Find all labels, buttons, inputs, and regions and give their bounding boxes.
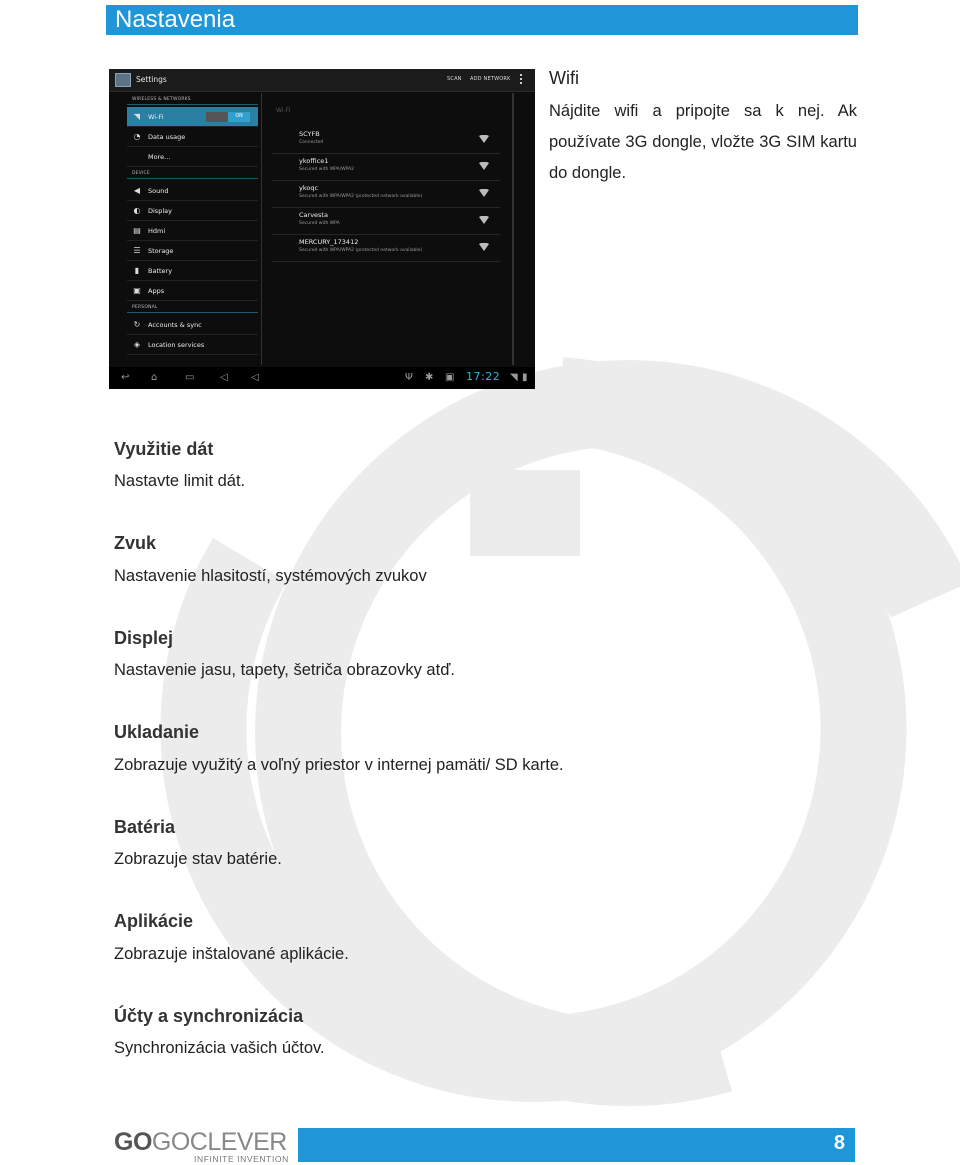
- network-status: Secured with WPA/WPA2 (protected network available): [299, 194, 423, 199]
- category-divider: [127, 104, 258, 105]
- menu-item-label: Battery: [148, 267, 173, 275]
- section-body: Zobrazuje inštalované aplikácie.: [114, 945, 349, 963]
- category-wireless: WIRELESS & NETWORKS: [132, 97, 191, 102]
- menu-item-sound: [127, 181, 258, 201]
- add-network-button: ADD NETWORK: [470, 76, 511, 82]
- menu-item-label: Accounts & sync: [148, 321, 202, 329]
- network-status: Secured with WPA/WPA2: [299, 167, 355, 172]
- shot-action-bar: [109, 69, 535, 92]
- section-body: Nastavenie jasu, tapety, šetriča obrazovky atď.: [114, 661, 455, 679]
- wifi-network-list: [272, 93, 500, 365]
- menu-item-label: Wi-Fi: [148, 113, 164, 121]
- section-body: Zobrazuje využitý a voľný priestor v internej pamäti/ SD karte.: [114, 756, 564, 774]
- recent-apps-icon: ▭: [185, 372, 195, 383]
- logo-brand: GOCLEVER: [151, 1128, 287, 1156]
- status-clock: 17:22: [466, 370, 501, 383]
- sound-icon: ◀: [133, 186, 141, 195]
- menu-item-location: [127, 335, 258, 355]
- section-heading: Ukladanie: [114, 722, 200, 742]
- network-item: [272, 208, 500, 235]
- wifi-signal-icon: [479, 162, 489, 170]
- section-heading: Batéria: [114, 817, 176, 837]
- home-icon: ⌂: [151, 372, 158, 383]
- wifi-status-icon: ◥: [510, 372, 518, 383]
- menu-item-label: Location services: [148, 341, 205, 349]
- menu-item-battery: [127, 261, 258, 281]
- wifi-heading: Wifi: [549, 68, 579, 88]
- wifi-toggle: [206, 112, 250, 122]
- battery-icon: ▮: [134, 266, 140, 275]
- network-status: Secured with WPA: [299, 221, 340, 226]
- storage-icon: ☰: [133, 246, 141, 255]
- menu-item-more: [127, 147, 258, 167]
- wifi-icon: ◥: [133, 112, 141, 121]
- logo-go: GO: [114, 1128, 152, 1156]
- apps-icon: ▣: [133, 286, 141, 295]
- overflow-menu-icon: [520, 74, 523, 86]
- section-body: Zobrazuje stav batérie.: [114, 850, 282, 868]
- section-heading: Aplikácie: [114, 911, 194, 931]
- network-name: SCYFB: [299, 130, 320, 138]
- menu-item-label: Sound: [148, 187, 169, 195]
- logo-wordmark: [114, 1128, 287, 1156]
- location-icon: ◈: [133, 340, 141, 349]
- screenshot-notification-icon: ▣: [445, 372, 455, 383]
- settings-menu: [127, 93, 258, 365]
- menu-item-apps: [127, 281, 258, 301]
- android-debug-icon: ✱: [425, 372, 434, 383]
- volume-up-icon: ◁: [251, 372, 259, 383]
- network-item: [272, 154, 500, 181]
- network-item: [272, 127, 500, 154]
- network-item: [272, 181, 500, 208]
- panel-title: Wi-Fi: [276, 107, 291, 114]
- menu-item-wifi: [127, 107, 258, 127]
- section-heading: Využitie dát: [114, 439, 214, 459]
- menu-item-label: Display: [148, 207, 172, 215]
- menu-item-hdmi: [127, 221, 258, 241]
- settings-app-icon: [115, 73, 131, 87]
- wifi-signal-icon: [479, 243, 489, 251]
- category-divider: [127, 178, 258, 179]
- page-number: 8: [833, 1132, 845, 1154]
- menu-item-display: [127, 201, 258, 221]
- menu-item-label: Data usage: [148, 133, 186, 141]
- section-body: Nastavenie hlasitostí, systémových zvukov: [114, 567, 427, 585]
- section-heading: Zvuk: [114, 533, 157, 553]
- back-icon: ↩: [121, 372, 130, 383]
- system-nav-bar: [109, 367, 535, 389]
- section-heading: Displej: [114, 628, 174, 648]
- sync-icon: ↻: [133, 320, 141, 329]
- category-personal: PERSONAL: [132, 305, 158, 310]
- network-name: MERCURY_173412: [299, 238, 359, 246]
- category-device: DEVICE: [132, 171, 150, 176]
- page-title: Nastavenia: [106, 5, 858, 35]
- scrollbar: [512, 93, 514, 365]
- wifi-signal-icon: [479, 216, 489, 224]
- network-name: Carvesta: [299, 211, 328, 219]
- goclever-logo: [114, 1128, 294, 1164]
- shot-app-title: Settings: [136, 75, 167, 84]
- data-usage-icon: ◔: [133, 132, 141, 141]
- battery-status-icon: ▮: [522, 372, 528, 383]
- settings-screenshot: [109, 69, 535, 389]
- menu-item-label: Storage: [148, 247, 174, 255]
- logo-tagline: INFINITE INVENTION: [194, 1154, 289, 1164]
- category-divider: [127, 312, 258, 313]
- display-icon: ◐: [133, 206, 141, 215]
- footer-bar: [298, 1128, 855, 1162]
- volume-down-icon: ◁: [220, 372, 228, 383]
- pane-divider: [261, 93, 262, 365]
- network-name: ykoqc: [299, 184, 319, 192]
- menu-item-accounts-sync: [127, 315, 258, 335]
- toggle-label: ON: [228, 112, 250, 122]
- menu-item-storage: [127, 241, 258, 261]
- section-body: Nastavte limit dát.: [114, 472, 246, 490]
- menu-item-label: Apps: [148, 287, 165, 295]
- wifi-description: Nájdite wifi a pripojte sa k nej. Ak používate 3G dongle, vložte 3G SIM kartu do dongle.: [549, 102, 857, 182]
- menu-item-data-usage: [127, 127, 258, 147]
- network-name: ykoffice1: [299, 157, 329, 165]
- network-status: Connected: [299, 140, 324, 145]
- usb-icon: Ψ: [405, 372, 413, 383]
- section-heading: Účty a synchronizácia: [114, 1006, 304, 1026]
- network-item: [272, 235, 500, 262]
- menu-item-label: More…: [148, 153, 171, 161]
- scan-button: SCAN: [447, 76, 462, 82]
- network-status: Secured with WPA/WPA2 (protected network available): [299, 248, 423, 253]
- menu-item-label: Hdmi: [148, 227, 166, 235]
- section-body: Synchronizácia vašich účtov.: [114, 1039, 325, 1057]
- wifi-signal-icon: [479, 189, 489, 197]
- hdmi-icon: ▤: [133, 226, 141, 235]
- wifi-signal-icon: [479, 135, 489, 143]
